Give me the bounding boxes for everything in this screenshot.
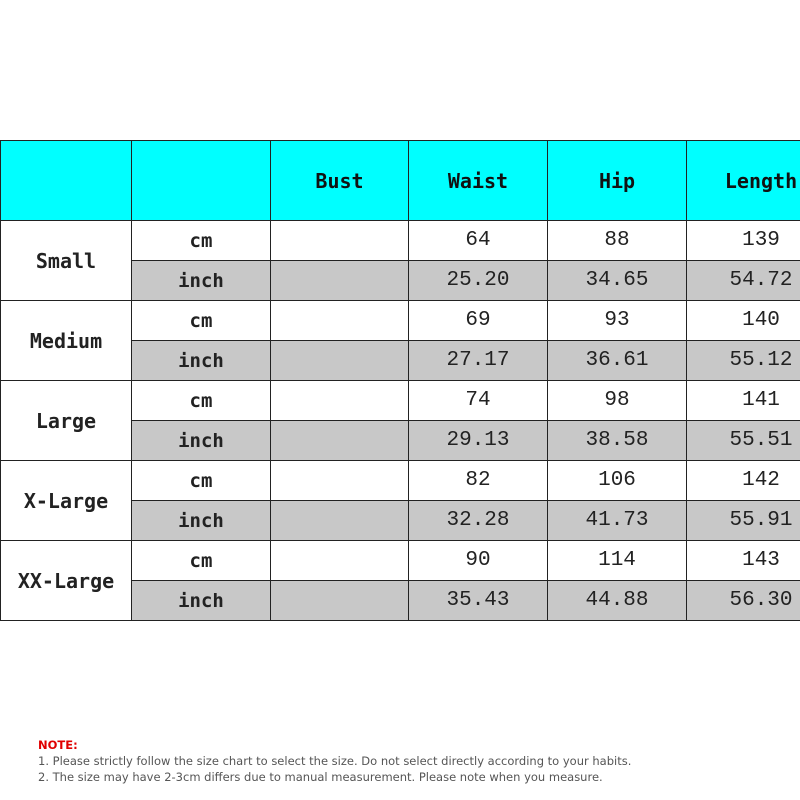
unit-label: cm [132,301,271,341]
hip-value: 44.88 [548,581,687,621]
header-length: Length [687,141,800,221]
waist-value: 25.20 [409,261,548,301]
hip-value: 38.58 [548,421,687,461]
header-size-cell [1,141,132,221]
unit-label: cm [132,381,271,421]
unit-label: cm [132,461,271,501]
note-block [38,737,788,785]
waist-value: 82 [409,461,548,501]
waist-value: 69 [409,301,548,341]
header-unit-cell [132,141,271,221]
length-value: 56.30 [687,581,800,621]
bust-value [271,261,409,301]
size-label: Medium [1,301,132,381]
bust-value [271,381,409,421]
bust-value [271,341,409,381]
table-row [1,461,800,501]
waist-value: 32.28 [409,501,548,541]
length-value: 140 [687,301,800,341]
length-value: 55.91 [687,501,800,541]
length-value: 141 [687,381,800,421]
bust-value [271,581,409,621]
note-line-1: 1. Please strictly follow the size chart to select the size. Do not select directly according to your habits. [38,754,632,768]
unit-label: inch [132,421,271,461]
table-row [1,381,800,421]
unit-label: inch [132,341,271,381]
waist-value: 64 [409,221,548,261]
hip-value: 34.65 [548,261,687,301]
bust-value [271,541,409,581]
waist-value: 74 [409,381,548,421]
unit-label: inch [132,581,271,621]
waist-value: 29.13 [409,421,548,461]
size-label: XX-Large [1,541,132,621]
note-line-2: 2. The size may have 2-3cm differs due to manual measurement. Please note when you measure. [38,770,603,784]
note-title: NOTE: [38,738,78,752]
header-bust: Bust [271,141,409,221]
unit-label: inch [132,261,271,301]
header-waist: Waist [409,141,548,221]
hip-value: 114 [548,541,687,581]
size-label: X-Large [1,461,132,541]
unit-label: cm [132,221,271,261]
table-row [1,301,800,341]
hip-value: 98 [548,381,687,421]
length-value: 143 [687,541,800,581]
header-hip: Hip [548,141,687,221]
bust-value [271,421,409,461]
length-value: 55.12 [687,341,800,381]
hip-value: 93 [548,301,687,341]
waist-value: 90 [409,541,548,581]
header-row [1,141,800,221]
bust-value [271,301,409,341]
table-row [1,221,800,261]
unit-label: inch [132,501,271,541]
bust-value [271,461,409,501]
size-chart [0,140,800,632]
length-value: 139 [687,221,800,261]
hip-value: 88 [548,221,687,261]
bust-value [271,501,409,541]
size-label: Large [1,381,132,461]
hip-value: 106 [548,461,687,501]
unit-label: cm [132,541,271,581]
waist-value: 35.43 [409,581,548,621]
hip-value: 36.61 [548,341,687,381]
hip-value: 41.73 [548,501,687,541]
size-label: Small [1,221,132,301]
length-value: 54.72 [687,261,800,301]
table-row [1,541,800,581]
length-value: 55.51 [687,421,800,461]
size-table [0,140,800,621]
waist-value: 27.17 [409,341,548,381]
bust-value [271,221,409,261]
length-value: 142 [687,461,800,501]
